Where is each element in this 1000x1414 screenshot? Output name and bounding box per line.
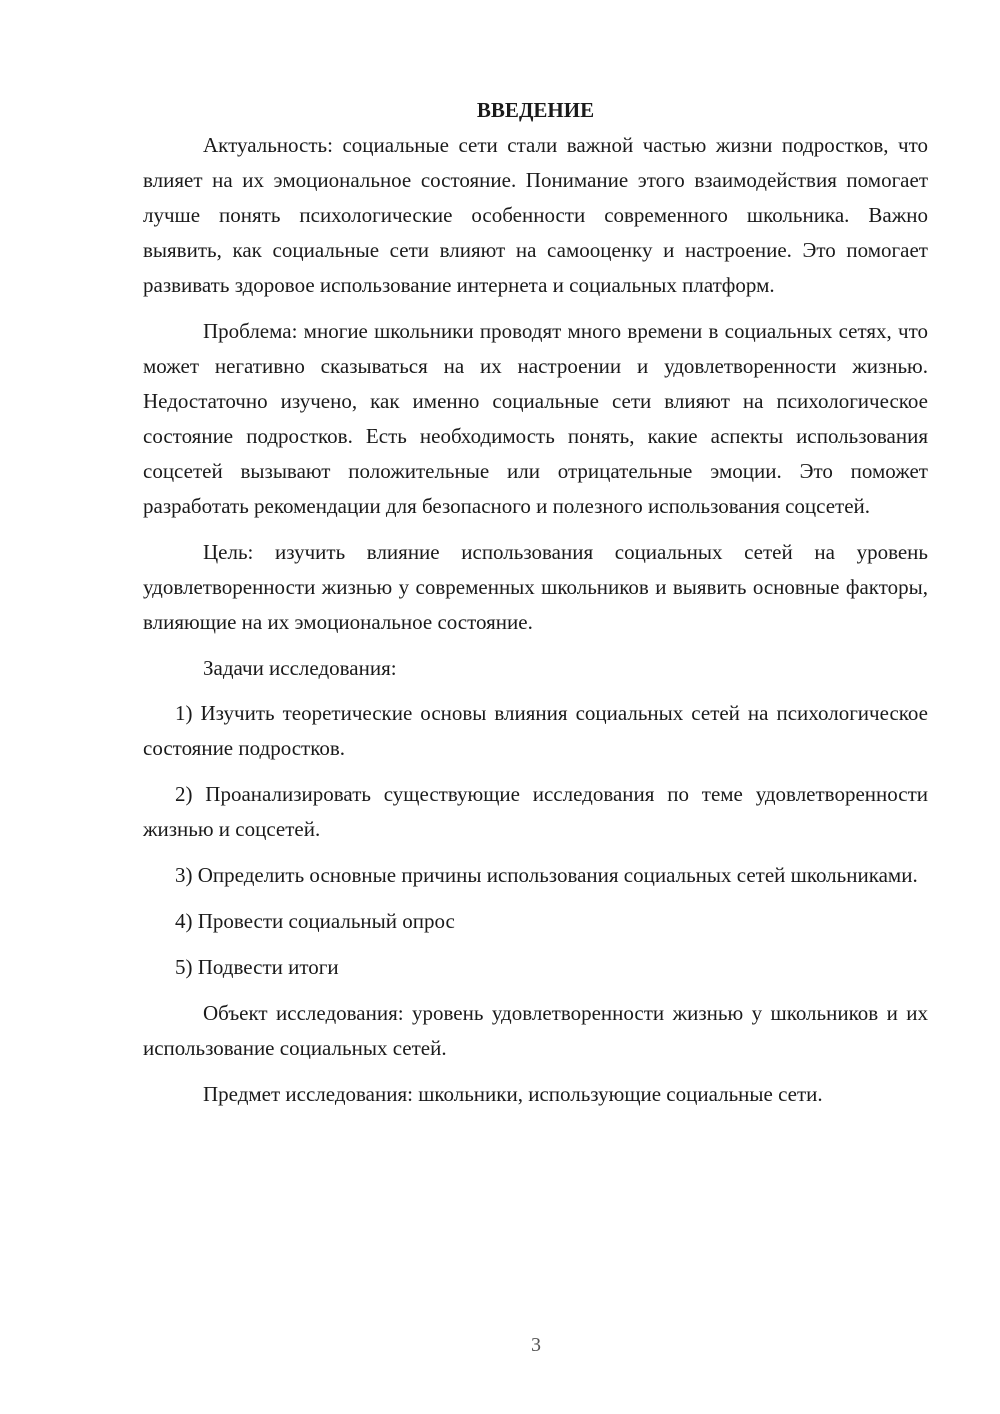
paragraph-relevance: Актуальность: социальные сети стали важной частью жизни подростков, что влияет на их эмоциональное состояние. Понимание этого взаимодействия помогает лучше понять психологические особенности современного школьника. Важно выявить, как социальные сети влияют на самооценку и настроение. Это помогает развивать здоровое использование интернета и социальных платформ.	[143, 133, 928, 297]
tasks-list	[143, 696, 928, 985]
paragraph-problem: Проблема: многие школьники проводят много времени в социальных сетях, что может негативно сказываться на их настроении и удовлетворенности жизнью. Недостаточно изучено, как именно социальные сети влияют на психологическое состояние подростков. Есть необходимость понять, какие аспекты использования соцсетей вызывают положительные или отрицательные эмоции. Это поможет разработать рекомендации для безопасного и полезного использования соцсетей.	[143, 319, 928, 518]
task-item: 1) Изучить теоретические основы влияния социальных сетей на психологическое состояние подростков.	[143, 701, 928, 760]
document-page	[143, 92, 928, 1123]
task-item: 4) Провести социальный опрос	[175, 909, 455, 933]
tasks-title: Задачи исследования:	[203, 656, 397, 680]
section-heading: ВВЕДЕНИЕ	[476, 98, 595, 122]
page-number: 3	[531, 1334, 541, 1356]
task-item: 5) Подвести итоги	[175, 955, 339, 979]
paragraph-subject: Предмет исследования: школьники, использующие социальные сети.	[203, 1082, 823, 1106]
paragraph-object: Объект исследования: уровень удовлетворенности жизнью у школьников и их использование социальных сетей.	[143, 1001, 928, 1060]
task-item: 3) Определить основные причины использования социальных сетей школьниками.	[175, 863, 918, 887]
task-item: 2) Проанализировать существующие исследования по теме удовлетворенности жизнью и соцсетей.	[143, 782, 928, 841]
paragraph-goal: Цель: изучить влияние использования социальных сетей на уровень удовлетворенности жизнью у современных школьников и выявить основные факторы, влияющие на их эмоциональное состояние.	[143, 540, 928, 634]
